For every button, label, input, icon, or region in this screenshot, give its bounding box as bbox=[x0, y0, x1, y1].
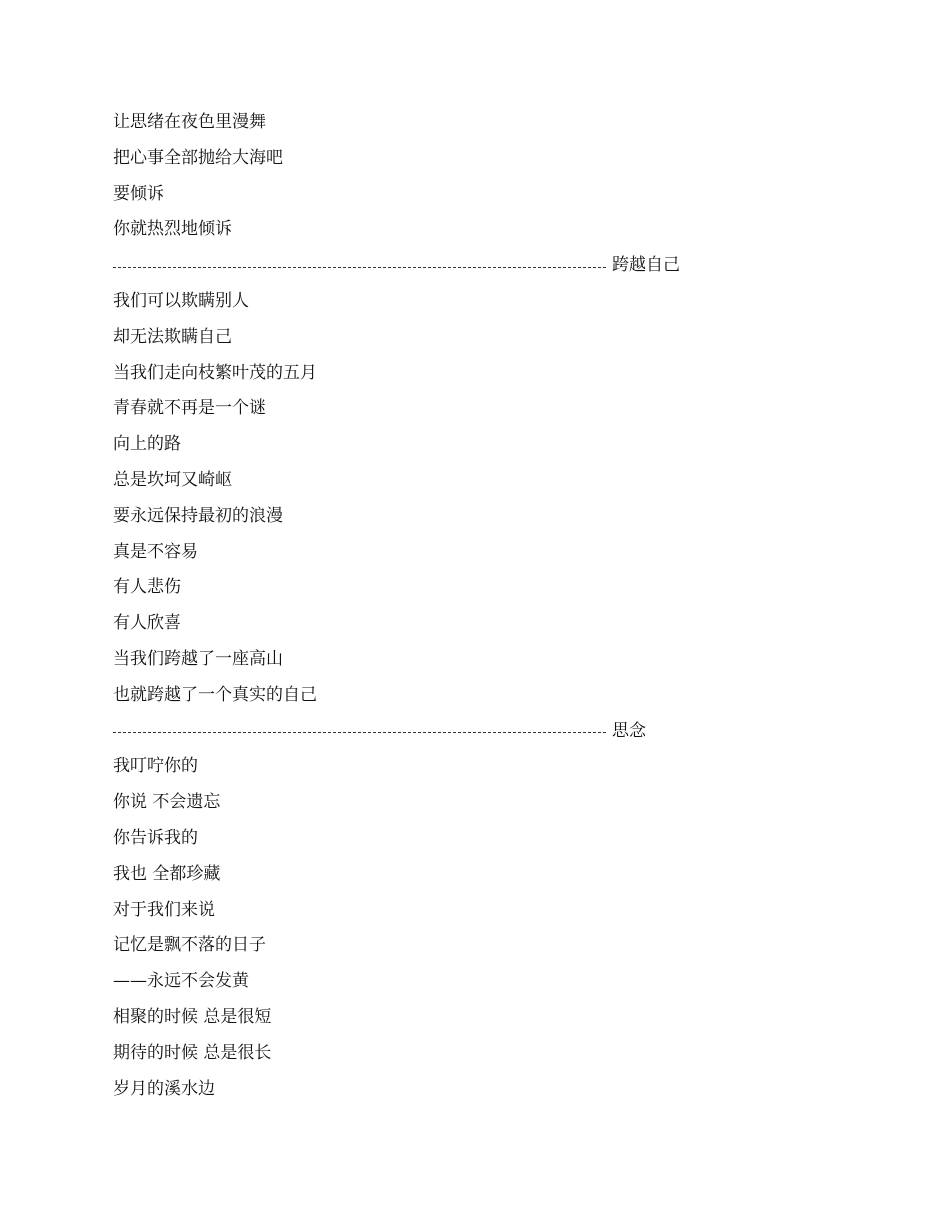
poem-line: 有人悲伤 bbox=[113, 577, 181, 598]
poem-line: ——永远不会发黄 bbox=[113, 971, 249, 992]
poem-line: 我们可以欺瞒别人 bbox=[113, 290, 249, 311]
dashed-divider bbox=[113, 732, 606, 733]
section-separator bbox=[113, 714, 893, 750]
poem-line: 我也 全都珍藏 bbox=[113, 863, 221, 884]
poem-line: 期待的时候 总是很长 bbox=[113, 1042, 272, 1063]
poem-line: 你告诉我的 bbox=[113, 827, 198, 848]
poem-line: 你就热烈地倾诉 bbox=[113, 219, 232, 240]
poem-line: 要倾诉 bbox=[113, 183, 164, 204]
poem-line: 有人欣喜 bbox=[113, 613, 181, 634]
poem-line: 对于我们来说 bbox=[113, 899, 215, 920]
poem-line: 也就跨越了一个真实的自己 bbox=[113, 684, 317, 705]
poem-line: 真是不容易 bbox=[113, 541, 198, 562]
poem-line: 记忆是飘不落的日子 bbox=[113, 935, 266, 956]
poem-line: 当我们跨越了一座高山 bbox=[113, 648, 283, 669]
poem-document bbox=[113, 105, 893, 1107]
poem-line: 把心事全部抛给大海吧 bbox=[113, 147, 283, 168]
section-title: 跨越自己 bbox=[612, 255, 680, 276]
poem-line: 向上的路 bbox=[113, 434, 181, 455]
dashed-divider bbox=[113, 267, 606, 268]
poem-line: 青春就不再是一个谜 bbox=[113, 398, 266, 419]
section-separator bbox=[113, 248, 893, 284]
poem-line: 你说 不会遗忘 bbox=[113, 792, 221, 813]
poem-line: 我叮咛你的 bbox=[113, 756, 198, 777]
poem-line: 要永远保持最初的浪漫 bbox=[113, 505, 283, 526]
poem-line: 总是坎坷又崎岖 bbox=[113, 469, 232, 490]
poem-line: 相聚的时候 总是很短 bbox=[113, 1006, 272, 1027]
poem-line: 岁月的溪水边 bbox=[113, 1078, 215, 1099]
poem-line: 当我们走向枝繁叶茂的五月 bbox=[113, 362, 317, 383]
poem-line: 却无法欺瞒自己 bbox=[113, 326, 232, 347]
section-title: 思念 bbox=[612, 720, 646, 741]
poem-line: 让思绪在夜色里漫舞 bbox=[113, 112, 266, 132]
